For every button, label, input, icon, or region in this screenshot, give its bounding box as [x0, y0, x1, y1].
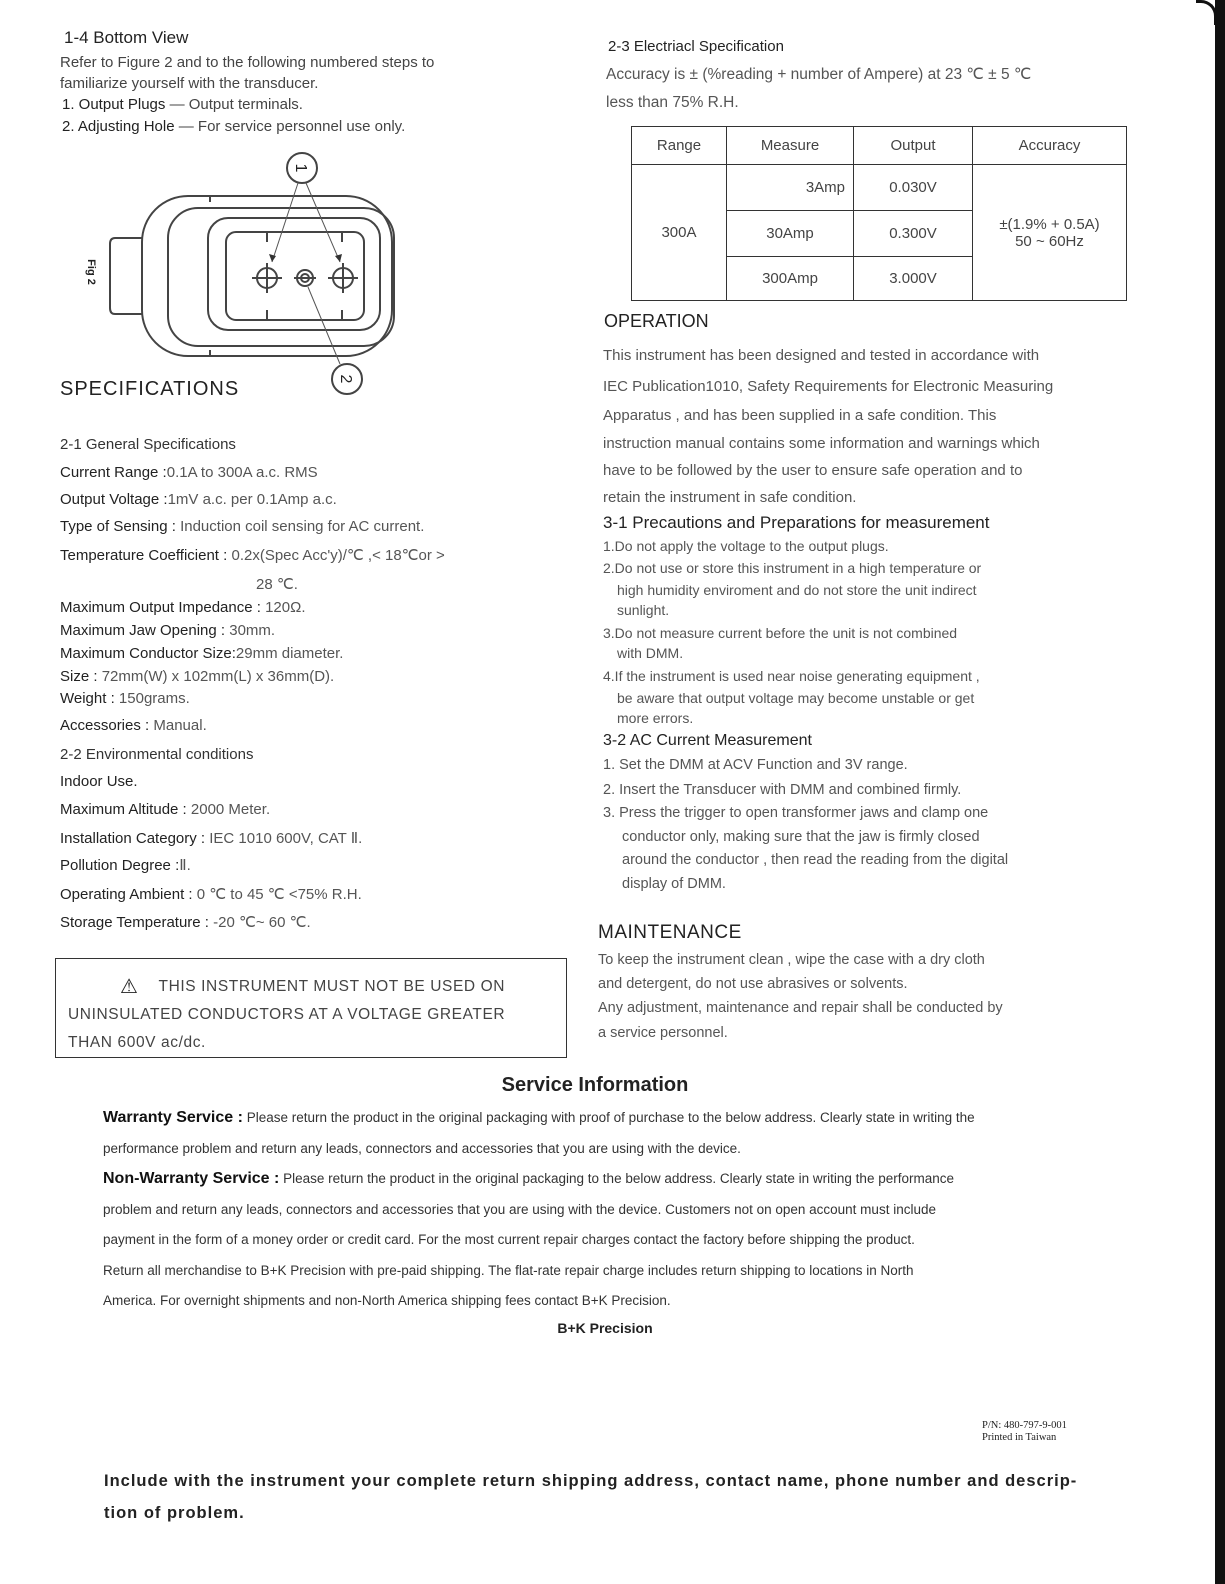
spec-row: Maximum Jaw Opening : 30mm.: [60, 622, 276, 639]
ac-step-line: display of DMM.: [622, 876, 726, 892]
table-cell-output: 0.300V: [854, 211, 973, 257]
ac-step-line: 1. Set the DMM at ACV Function and 3V range.: [603, 757, 908, 773]
item-2-desc: For service personnel use only.: [197, 118, 406, 135]
spec-row: Accessories : Manual.: [60, 717, 207, 734]
electrical-accuracy-line: Accuracy is ± (%reading + number of Ampere) at 23 ℃ ± 5 ℃: [606, 66, 1032, 83]
operation-line: instruction manual contains some information and warnings which: [603, 435, 1040, 452]
warning-triangle-icon: ⚠: [120, 976, 139, 998]
bottom-view-item-1: [62, 96, 303, 114]
spec-row: Output Voltage :1mV a.c. per 0.1Amp a.c.: [60, 491, 337, 508]
nonwarranty-line-1: Non-Warranty Service : Please return the product in the original packaging to the below address. Clearly state in writing the performance: [103, 1170, 954, 1187]
precaution-line: be aware that output voltage may become unstable or get: [617, 690, 975, 706]
page-edge: [1215, 0, 1225, 1584]
env-row: Maximum Altitude : 2000 Meter.: [60, 801, 271, 818]
general-specs-heading: 2-1 General Specifications: [60, 436, 236, 453]
nonwarranty-line-3: payment in the form of a money order or credit card. For the most current repair charges contact the factory before shipping the product.: [103, 1232, 915, 1247]
precaution-line: 3.Do not measure current before the unit is not combined: [603, 625, 958, 641]
bottom-view-item-2: [62, 118, 405, 136]
footer-line-1: Include with the instrument your complete return shipping address, contact name, phone number and descrip-: [104, 1472, 1078, 1490]
spec-row: Weight : 150grams.: [60, 690, 190, 707]
nonwarranty-line-5: America. For overnight shipments and non-North America shipping fees contact B+K Precision.: [103, 1293, 671, 1308]
spec-row-continued: 28 ℃.: [256, 576, 298, 593]
footer-line-2: tion of problem.: [104, 1504, 245, 1522]
warranty-line-2: performance problem and return any leads, connectors and accessories that you are using with the device.: [103, 1140, 741, 1156]
printed-in: Printed in Taiwan: [982, 1432, 1057, 1443]
electrical-spec-table: [631, 126, 1127, 301]
env-row: Operating Ambient : 0 ℃ to 45 ℃ <75% R.H.: [60, 886, 362, 903]
table-cell-output: 0.030V: [854, 165, 973, 211]
maintenance-line: Any adjustment, maintenance and repair shall be conducted by: [598, 1000, 1003, 1016]
spec-row: Current Range :0.1A to 300A a.c. RMS: [60, 464, 318, 481]
precaution-line: sunlight.: [617, 602, 670, 618]
table-cell-measure: 30Amp: [727, 211, 854, 257]
ac-step-line: around the conductor , then read the reading from the digital: [622, 852, 1009, 868]
table-header: Range: [632, 127, 727, 165]
table-cell-accuracy: ±(1.9% + 0.5A) 50 ~ 60Hz: [973, 165, 1127, 301]
item-1-label: 1. Output Plugs: [62, 96, 166, 113]
env-row: Storage Temperature : -20 ℃~ 60 ℃.: [60, 914, 311, 931]
service-information-title: Service Information: [501, 1074, 689, 1096]
precaution-line: with DMM.: [617, 645, 684, 661]
part-number-block: [982, 1420, 1067, 1444]
table-cell-measure: 300Amp: [727, 257, 854, 301]
precaution-line: 1.Do not apply the voltage to the output plugs.: [603, 538, 889, 554]
table-header: Accuracy: [973, 127, 1127, 165]
page-edge-curve: [1196, 0, 1217, 25]
operation-line: retain the instrument in safe condition.: [603, 489, 857, 506]
warranty-label: Warranty Service :: [103, 1109, 243, 1126]
company-name: B+K Precision: [557, 1320, 653, 1336]
operation-line: have to be followed by the user to ensure safe operation and to: [603, 462, 1023, 479]
spec-row: Size : 72mm(W) x 102mm(L) x 36mm(D).: [60, 668, 335, 685]
electrical-rh-line: less than 75% R.H.: [606, 94, 739, 111]
fig-2-label: Fig 2: [85, 259, 97, 285]
maintenance-line: and detergent, do not use abrasives or solvents.: [598, 976, 908, 992]
precaution-line: 2.Do not use or store this instrument in a high temperature or: [603, 560, 982, 576]
spec-row: Temperature Coefficient : 0.2x(Spec Acc'y)/℃ ,< 18℃or >: [60, 547, 445, 564]
item-1-desc: Output terminals.: [188, 96, 303, 113]
precaution-line: 4.If the instrument is used near noise generating equipment ,: [603, 668, 980, 684]
footer-note: [104, 1465, 1164, 1529]
electrical-heading: 2-3 Electriacl Specification: [608, 38, 784, 55]
warning-line-3: THAN 600V ac/dc.: [68, 1034, 206, 1051]
spec-row: Type of Sensing : Induction coil sensing for AC current.: [60, 518, 425, 535]
item-2-label: 2. Adjusting Hole: [62, 118, 175, 135]
nonwarranty-line-2: problem and return any leads, connectors and accessories that you are using with the device. Customers not on open account must include: [103, 1201, 936, 1217]
operation-line: Apparatus , and has been supplied in a safe condition. This: [603, 407, 997, 424]
dash-1: —: [169, 96, 189, 113]
precaution-line: high humidity enviroment and do not store the unit indirect: [617, 582, 977, 598]
env-conditions-heading: 2-2 Environmental conditions: [60, 746, 254, 763]
warning-line-1: ⚠ THIS INSTRUMENT MUST NOT BE USED ON: [68, 973, 556, 1001]
warranty-line-1: Warranty Service : Please return the product in the original packaging with proof of purchase to the below address. Clearly state in writing the: [103, 1109, 975, 1126]
operation-line: This instrument has been designed and tested in accordance with: [603, 347, 1040, 364]
figure-2-diagram: [80, 150, 400, 400]
callout-1: 1: [292, 163, 309, 173]
bottom-view-intro-1: Refer to Figure 2 and to the following numbered steps to: [60, 54, 435, 71]
table-header-row: [632, 127, 1127, 165]
callout-2: 2: [337, 374, 354, 384]
operation-heading: OPERATION: [604, 311, 709, 331]
maintenance-line: To keep the instrument clean , wipe the case with a dry cloth: [598, 952, 985, 968]
nonwarranty-label: Non-Warranty Service :: [103, 1170, 280, 1187]
specifications-title: SPECIFICATIONS: [60, 378, 240, 400]
table-header: Measure: [727, 127, 854, 165]
env-row: Pollution Degree :Ⅱ.: [60, 857, 191, 874]
service-information-body: [103, 1103, 1173, 1317]
spec-row: Maximum Output Impedance : 120Ω.: [60, 599, 306, 616]
bottom-view-intro-2: familiarize yourself with the transducer.: [60, 75, 319, 92]
nonwarranty-line-4: Return all merchandise to B+K Precision with pre-paid shipping. The flat-rate repair charge includes return shipping to locations in North: [103, 1262, 914, 1278]
maintenance-line: a service personnel.: [598, 1025, 728, 1041]
part-number: P/N: 480-797-9-001: [982, 1420, 1067, 1431]
spec-row: Maximum Conductor Size:29mm diameter.: [60, 645, 344, 662]
ac-step-line: 2. Insert the Transducer with DMM and combined firmly.: [603, 782, 962, 798]
warning-box: [55, 958, 567, 1058]
env-row: Indoor Use.: [60, 773, 138, 790]
warning-line-2: UNINSULATED CONDUCTORS AT A VOLTAGE GREATER: [68, 1006, 506, 1023]
ac-step-line: conductor only, making sure that the jaw is firmly closed: [622, 829, 980, 845]
table-cell-output: 3.000V: [854, 257, 973, 301]
maintenance-heading: MAINTENANCE: [598, 922, 742, 943]
table-row: [632, 165, 1127, 211]
precautions-heading: 3-1 Precautions and Preparations for measurement: [603, 513, 990, 532]
ac-step-line: 3. Press the trigger to open transformer jaws and clamp one: [603, 805, 989, 821]
precaution-line: more errors.: [617, 710, 694, 726]
dash-2: —: [178, 118, 198, 135]
table-cell-range: 300A: [632, 165, 727, 301]
table-header: Output: [854, 127, 973, 165]
bottom-view-heading: 1-4 Bottom View: [64, 28, 189, 47]
env-row: Installation Category : IEC 1010 600V, CAT Ⅱ.: [60, 830, 363, 847]
table-cell-measure: 3Amp: [727, 165, 854, 211]
operation-line: IEC Publication1010, Safety Requirements for Electronic Measuring: [603, 378, 1054, 395]
ac-measurement-heading: 3-2 AC Current Measurement: [603, 732, 812, 749]
